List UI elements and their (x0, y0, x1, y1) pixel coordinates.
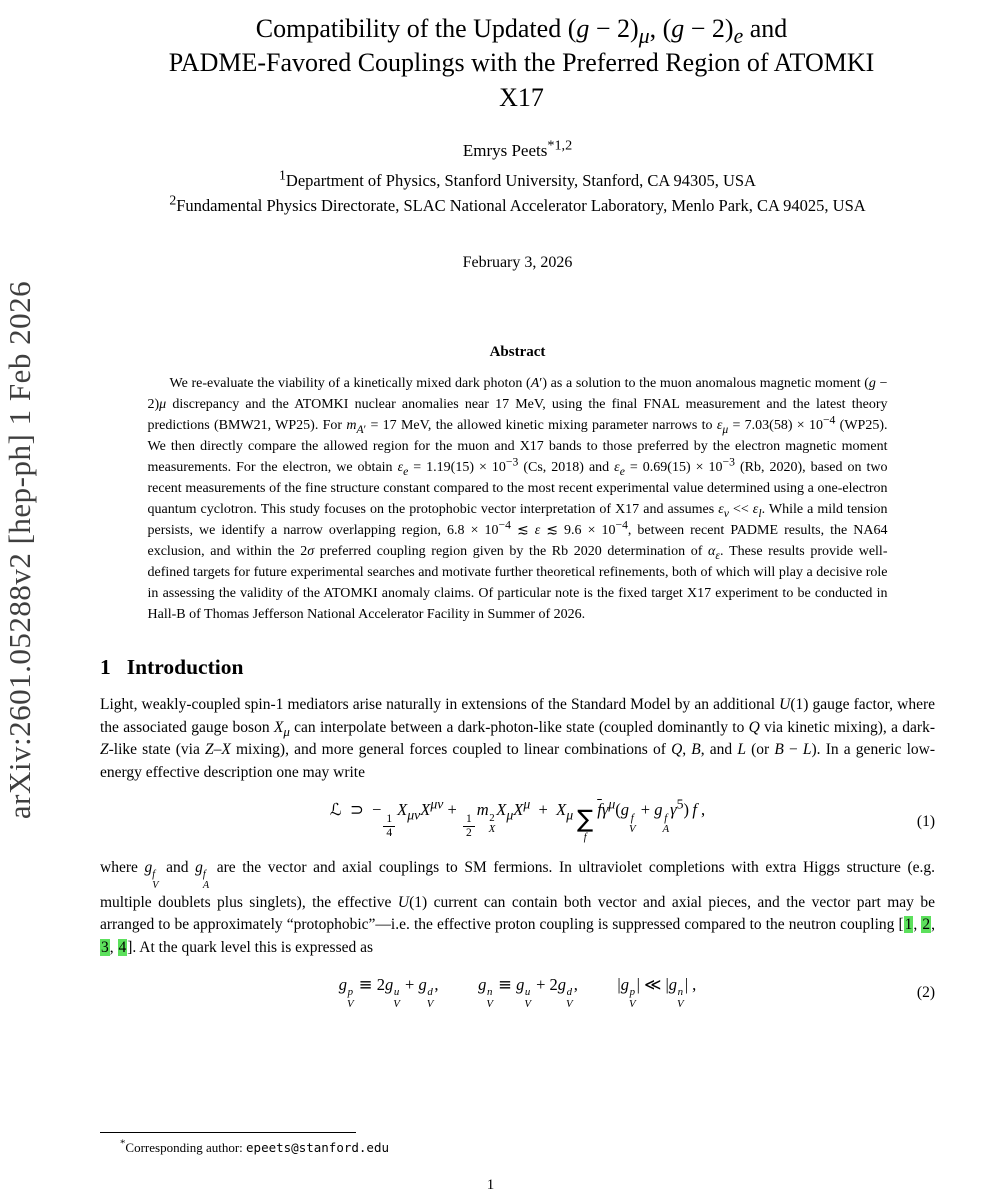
section-number: 1 (100, 655, 111, 680)
page-number: 1 (486, 1177, 495, 1193)
citation-3[interactable]: 3 (101, 938, 109, 956)
paper-date: February 3, 2026 (462, 254, 573, 272)
abstract-body: We re-evaluate the viability of a kinetically mixed dark photon (A′) as a solution to the muon anomalous magnetic moment (g − 2)μ discrepancy and the ATOMKI nuclear anomalies near 17 MeV, using the final FNAL measurement and the latest theory predictions (BMW21, WP25). For $m_{A'} = 17$ MeV, the allowed kinetic mixing parameter narrows to $\varepsilon_\mu = 7.03(58) \times 10^{-4}$ (WP25). We then directly compare the allowed region for the muon and X17 bands to those preferred by the electron magnetic moment measurements. For the electron, we obtain $\varepsilon_e = 1.19(15) \times 10^{-3}$ (Cs, 2018) and $\varepsilon_e = 0.69(15) \times 10^{-3}$ (Rb, 2020), based on two recent measurements of the fine structure constant compared to the most recent experimental value determined using a one-electron quantum cyclotron. This study focuses on the protophobic vector interpretation of X17 and assumes $\varepsilon_\nu << \varepsilon_l$. While a mild tension persists, we identify a narrow overlapping region, $6.8 \times 10^{-4}$ ≲ ε ≲ $9.6 \times 10^{-4}$, between recent PADME results, the NA64 exclusion, and within the 2σ preferred coupling region given by the Rb 2020 determination of $\alpha_\varepsilon$. These results provide well-defined targets for future experimental searches and motivate further theoretical refinements, both of which will play a decisive role in assessing the validity of the ATOMKI anomaly claims. Of particular note is the fixed target X17 experiment to be conducted in Hall-B of Thomas Jefferson National Accelerator Facility in Summer of 2026. (147, 376, 888, 623)
citation-4[interactable]: 4 (118, 938, 127, 956)
footnote-block (100, 1132, 935, 1156)
citation-2[interactable]: 2 (922, 916, 931, 934)
email-link[interactable]: epeets@stanford.edu (246, 1140, 390, 1155)
author-name: Emrys Peets$^{*1,2}$ (462, 137, 573, 160)
intro-paragraph-1: Light, weakly-coupled spin-1 mediators arise naturally in extensions of the Standard Model by an additional U(1) gauge factor, where the associated gauge boson $X_\mu$ can interpolate between a dark-photon-like state (coupled dominantly to Q via kinetic mixing), a dark-Z-like state (via Z–X mixing), and more general forces coupled to linear combinations of Q, B, and L (or B − L). In a generic low-energy effective description one may write (100, 696, 935, 781)
arxiv-watermark: arXiv:2601.05288v2 [hep-ph] 1 Feb 2026 (2, 280, 37, 820)
equation-1-body: ℒ ⊃ − $\frac{1}{4}$ $X_{\mu\nu}X^{\mu\nu}$ + $\frac{1}{2}$ m 2 X $X_\mu X^\mu + X_\mu$ ∑ f $\overline{f}\gamma^\mu(g$ f V + g f A $\gamma^5$) f , (329, 796, 706, 843)
affiliation-1: $^1$Department of Physics, Stanford University, Stanford, CA 94305, USA (279, 167, 756, 190)
footnote-rule (100, 1132, 356, 1133)
section-title: Introduction (126, 655, 244, 680)
intro-paragraph-2: where g f V and g f A are the vector and axial couplings to SM fermions. In ultraviolet completions with extra Higgs structure (e.g. multiple doublets plus singlets), the effective U(1) current can contain both vector and axial pieces, and the vector part may be arranged to be approximately “protophobic”—i.e. the effective proton coupling is suppressed compared to the neutron coupling [1, 2, 3, 4]. At the quark level this is expressed as (100, 859, 935, 956)
abstract-section (148, 344, 888, 625)
corresponding-author-footnote: *Corresponding author: epeets@stanford.edu (120, 1137, 390, 1155)
section-heading-introduction (100, 655, 935, 680)
equation-1 (100, 796, 935, 843)
affiliation-2: $^2$Fundamental Physics Directorate, SLAC National Accelerator Laboratory, Menlo Park, CA 94025, USA (169, 192, 866, 215)
equation-2 (100, 975, 935, 1010)
equation-2-body: g p V ≡ 2g u V + g d V , g n V ≡ g u V + 2g d V , |g p V | ≪ |g n V | , (338, 975, 697, 1010)
equation-1-number: (1) (916, 812, 935, 830)
paper-title: Compatibility of the Updated $(g - 2)_\mu$, $(g - 2)_e$ and PADME-Favored Couplings with the Preferred Region of ATOMKI X17 (168, 14, 875, 112)
abstract-heading: Abstract (489, 344, 546, 361)
citation-1[interactable]: 1 (904, 916, 913, 934)
equation-2-number: (2) (916, 983, 935, 1001)
